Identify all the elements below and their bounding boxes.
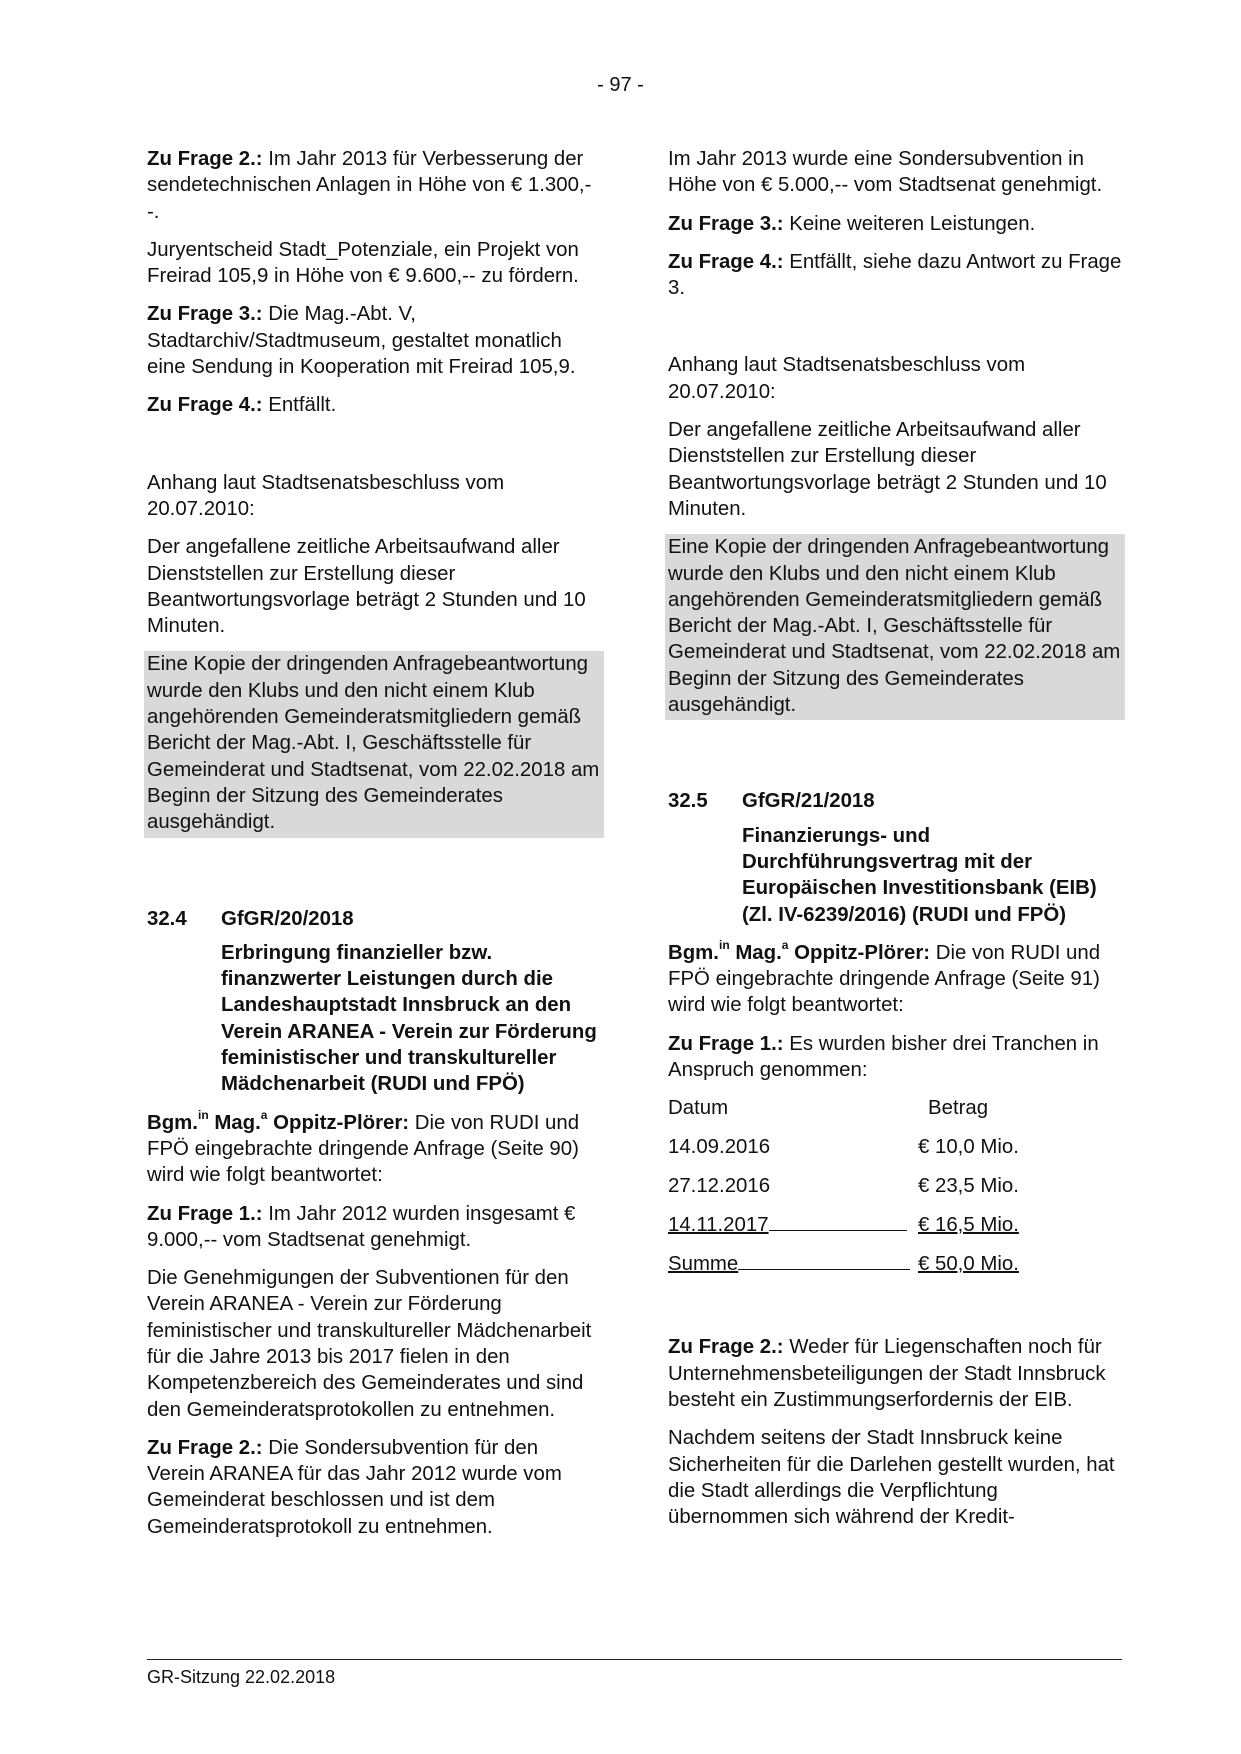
answer-label: Zu Frage 1.: <box>147 1202 263 1225</box>
left-jury-paragraph: Juryentscheid Stadt_Potenziale, ein Projekt von Freirad 105,9 in Höhe von € 9.600,-- zu fördern. <box>147 238 579 288</box>
spacer <box>668 313 1122 352</box>
table-cell-date: 14.09.2016 <box>668 1136 771 1159</box>
answer-label: Zu Frage 2.: <box>668 1336 784 1359</box>
answer-text: Entfällt. <box>262 394 337 417</box>
right-speaker-paragraph <box>668 940 1122 1019</box>
answer-text: Im Jahr 2013 für Verbesserung der sendetechnischen Anlagen in Höhe von € 1.300,--. <box>147 148 592 223</box>
table-header-amount: Betrag <box>928 1097 989 1120</box>
speaker-name: Bgm.$^{in}$ Mag.$^a$ Oppitz-Plörer: <box>668 938 931 964</box>
left-answer-q2-b <box>147 1435 601 1540</box>
section-number: 32.5 <box>668 790 708 813</box>
table-cell-amount: € 10,0 Mio. <box>918 1136 1019 1159</box>
section-title-32-4: Erbringung finanzieller bzw. finanzwerter Leistungen durch die Landeshauptstadt Innsbruck an den Verein ARANEA - Verein zur Förderung feministischer und transkultureller Mädchenarbeit (RUDI und FPÖ) <box>221 941 597 1096</box>
answer-label: Zu Frage 1.: <box>668 1032 784 1055</box>
speaker-name: Bgm.$^{in}$ Mag.$^a$ Oppitz-Plörer: <box>147 1107 410 1134</box>
spacer <box>668 732 1122 788</box>
spacer <box>147 431 601 470</box>
answer-label: Zu Frage 4.: <box>668 250 784 273</box>
table-sum-row <box>668 1251 1046 1290</box>
answer-label: Zu Frage 2.: <box>147 1436 263 1459</box>
answer-label: Zu Frage 2.: <box>147 148 263 170</box>
table-row <box>668 1134 1046 1173</box>
table-cell-sum-amount: € 50,0 Mio. <box>918 1253 1019 1276</box>
spacer <box>147 850 601 906</box>
section-heading-32-5 <box>668 788 1122 814</box>
left-annex-title: Anhang laut Stadtsenatsbeschluss vom 20.07.2010: <box>147 471 505 520</box>
left-answer-q2 <box>147 146 601 225</box>
table-header-row <box>668 1095 1046 1134</box>
section-title-32-5: Finanzierungs- und Durchführungsvertrag mit der Europäischen Investitionsbank (EIB) (Zl. IV-6239/2016) (RUDI und FPÖ) <box>742 824 1097 926</box>
left-column <box>147 146 601 1552</box>
left-annex-text: Der angefallene zeitliche Arbeitsaufwand aller Dienststellen zur Erstellung dieser Beantwortungsvorlage beträgt 2 Stunden und 10 Minuten. <box>147 536 586 638</box>
table-cell-amount: € 23,5 Mio. <box>918 1175 1019 1198</box>
speaker-text: Die von RUDI und FPÖ eingebrachte dringende Anfrage (Seite 91) wird wie folgt beantwortet: <box>668 941 1101 1017</box>
left-answer-q3 <box>147 301 601 380</box>
footer-text: GR-Sitzung 22.02.2018 <box>147 1667 336 1687</box>
table-cell-date: 27.12.2016 <box>668 1175 771 1198</box>
answer-text: Die Sondersubvention für den Verein ARANEA für das Jahr 2012 wurde vom Gemeinderat beschlossen und ist dem Gemeinderatsprotokoll zu entnehmen. <box>147 1436 562 1538</box>
answer-label: Zu Frage 3.: <box>668 212 784 235</box>
right-last-paragraph: Nachdem seitens der Stadt Innsbruck keine Sicherheiten für die Darlehen gestellt wurden, hat die Stadt allerdings die Verpflichtung übernommen sich während der Kredit- <box>668 1427 1115 1529</box>
answer-text: Entfällt, siehe dazu Antwort zu Frage 3. <box>668 250 1122 300</box>
table-cell-date: 14.11.2017 <box>668 1212 918 1251</box>
section-code: GfGR/20/2018 <box>221 907 354 930</box>
answer-text: Im Jahr 2012 wurden insgesamt € 9.000,-- vom Stadtsenat genehmigt. <box>147 1202 576 1251</box>
footer-divider <box>147 1659 1122 1660</box>
speaker-text: Die von RUDI und FPÖ eingebrachte dringende Anfrage (Seite 90) wird wie folgt beantwortet: <box>147 1111 580 1187</box>
right-answer-q4 <box>668 249 1122 302</box>
right-column <box>668 146 1122 1542</box>
table-cell-amount: € 16,5 Mio. <box>918 1214 1019 1237</box>
table-row <box>668 1173 1046 1212</box>
section-code: GfGR/21/2018 <box>742 790 875 813</box>
answer-text: Weder für Liegenschaften noch für Unternehmensbeteiligungen der Stadt Innsbruck besteht ein Zustimmungserfordernis der EIB. <box>668 1336 1106 1411</box>
left-speaker-paragraph <box>147 1107 601 1189</box>
right-annex-text: Der angefallene zeitliche Arbeitsaufwand aller Dienststellen zur Erstellung dieser Beantwortungsvorlage beträgt 2 Stunden und 10 Minuten. <box>668 419 1107 520</box>
left-copy-notice: Eine Kopie der dringenden Anfragebeantwortung wurde den Klubs und den nicht einem Klub angehörenden Gemeinderatsmitgliedern gemäß Bericht der Mag.-Abt. I, Geschäftsstelle für Gemeinderat und Stadtsenat, vom 22.02.2018 am Beginn der Sitzung des Gemeinderates ausgehändigt. <box>144 651 604 837</box>
right-annex-title: Anhang laut Stadtsenatsbeschluss vom 20.07.2010: <box>668 354 1026 403</box>
right-answer-q2 <box>668 1334 1122 1413</box>
tranche-table <box>668 1095 1046 1290</box>
table-cell-sum-label: Summe <box>668 1251 918 1290</box>
answer-label: Zu Frage 3.: <box>147 303 263 326</box>
right-subvention-paragraph: Im Jahr 2013 wurde eine Sondersubvention in Höhe von € 5.000,-- vom Stadtsenat genehmigt. <box>668 148 1103 197</box>
section-heading-32-4 <box>147 906 601 932</box>
answer-label: Zu Frage 4.: <box>147 394 263 417</box>
right-answer-q1 <box>668 1031 1122 1084</box>
answer-text: Es wurden bisher drei Tranchen in Anspruch genommen: <box>668 1032 1099 1082</box>
section-number: 32.4 <box>147 907 187 930</box>
right-copy-notice: Eine Kopie der dringenden Anfragebeantwortung wurde den Klubs und den nicht einem Klub angehörenden Gemeinderatsmitgliedern gemäß Bericht der Mag.-Abt. I, Geschäftsstelle für Gemeinderat und Stadtsenat, vom 22.02.2018 am Beginn der Sitzung des Gemeinderates ausgehändigt. <box>665 534 1125 720</box>
answer-text: Die Mag.-Abt. V, Stadtarchiv/Stadtmuseum, gestaltet monatlich eine Sendung in Kooperation mit Freirad 105,9. <box>147 303 576 379</box>
left-answer-q4 <box>147 392 601 418</box>
left-answer-q1 <box>147 1201 601 1254</box>
right-answer-q3 <box>668 211 1122 237</box>
answer-text: Keine weiteren Leistungen. <box>783 212 1036 235</box>
left-approvals-paragraph: Die Genehmigungen der Subventionen für den Verein ARANEA - Verein zur Förderung feministischer und transkultureller Mädchenarbeit für die Jahre 2013 bis 2017 fielen in den Kompetenzbereich des Gemeinderates und sind den Gemeinderatsprotokollen zu entnehmen. <box>147 1267 592 1421</box>
page-number: - 97 - <box>597 74 644 96</box>
table-row <box>668 1212 1046 1251</box>
table-header-date: Datum <box>668 1097 729 1120</box>
